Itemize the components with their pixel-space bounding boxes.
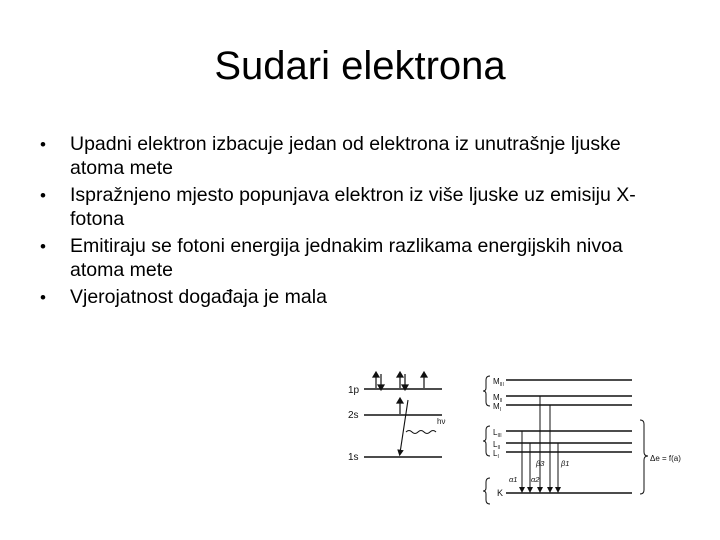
slide-title: Sudari elektrona xyxy=(214,44,506,88)
svg-text:MI: $M_I$ xyxy=(493,402,502,413)
bullet-dot: • xyxy=(40,186,46,205)
transition-beta3: β3 xyxy=(536,459,545,468)
bullet-item xyxy=(40,133,680,180)
svg-text:MIII: $M_{III}$ xyxy=(493,377,504,388)
brace-k xyxy=(483,478,490,504)
transition-alpha2: α2 xyxy=(531,475,540,484)
level-label-1s: 1s xyxy=(348,452,359,463)
bullet-text: Upadni elektron izbacuje jedan od elektrona iz unutrašnje ljuske atoma mete xyxy=(70,133,621,179)
bullet-dot: • xyxy=(40,135,46,154)
energy-level-diagrams xyxy=(330,360,695,510)
spin-arrows-1p xyxy=(373,372,427,390)
svg-text:LI: $L_I$ xyxy=(493,449,499,460)
level-lines xyxy=(506,380,632,493)
svg-text:LII: $L_{II}$ xyxy=(493,440,501,451)
svg-text:LIII: $L_{III}$ xyxy=(493,428,502,439)
photon-label: hν xyxy=(437,417,446,426)
bullet-text: Vjerojatnost događaja je mala xyxy=(70,286,327,308)
bullet-list xyxy=(40,133,680,314)
bullet-item xyxy=(40,235,680,282)
transition-alpha1: α1 xyxy=(509,475,518,484)
transition-beta1: β1 xyxy=(561,459,570,468)
energy-label: Δe = f(a) xyxy=(650,454,681,463)
bullet-text: Emitiraju se fotoni energija jednakim razlikama energijskih nivoa atoma mete xyxy=(70,235,623,281)
transition-arrow xyxy=(400,400,408,453)
brace-m xyxy=(483,376,490,406)
m-level-labels xyxy=(493,377,504,413)
bullet-item xyxy=(40,184,680,231)
l-level-labels xyxy=(493,428,502,460)
bullet-text: Ispražnjeno mjesto popunjava elektron iz više ljuske uz emisiju X-fotona xyxy=(70,184,636,230)
level-label-1p: 1p xyxy=(348,385,360,396)
brace-energy xyxy=(640,420,648,494)
level-label-2s: 2s xyxy=(348,410,359,421)
k-level-label: K xyxy=(497,488,504,498)
bullet-dot: • xyxy=(40,237,46,256)
photon-wave xyxy=(406,431,436,434)
transition-labels xyxy=(509,459,569,484)
shell-diagram xyxy=(348,372,445,463)
brace-l xyxy=(483,426,490,456)
bullet-item xyxy=(40,286,680,310)
level-scheme xyxy=(483,376,681,504)
spin-arrows-2s xyxy=(397,398,403,414)
svg-text:MII: $M_{II}$ xyxy=(493,393,503,404)
bullet-dot: • xyxy=(40,288,46,307)
